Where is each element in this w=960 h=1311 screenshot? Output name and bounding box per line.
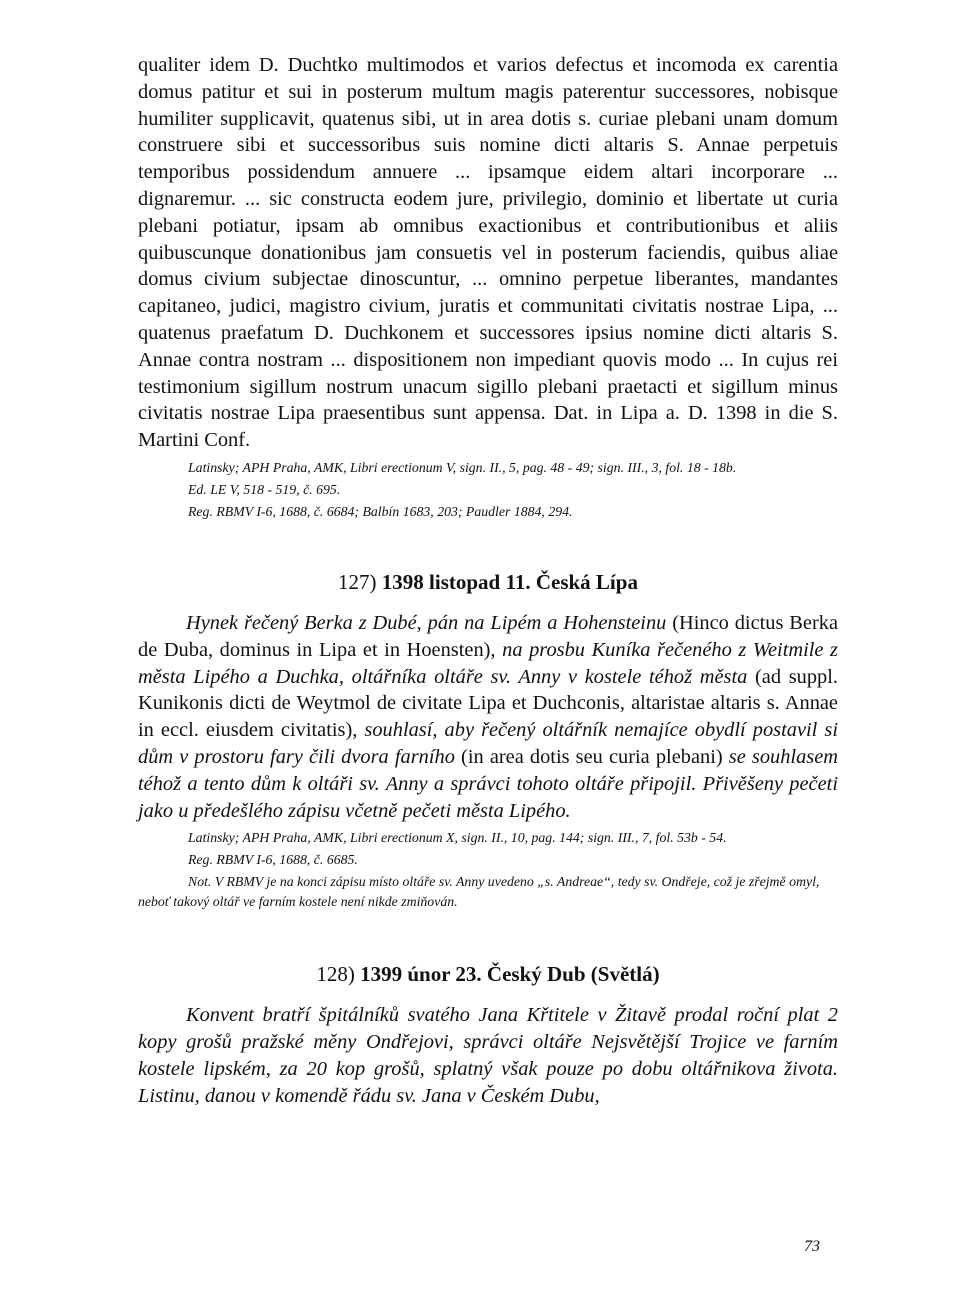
edition-note <box>138 480 838 500</box>
footnote-note-text: Not. V RBMV je na konci zápisu místo oltáře sv. Anny uvedeno „s. Andreae“, tedy sv. Ondřeje, což je zřejmě omyl, neboť takový oltář ve farním kostele není nikde zmiňován. <box>138 874 820 910</box>
entry-number: 127) <box>338 569 377 594</box>
text-czech: souhlasí, aby řečený oltářník nemajíce obydlí postavil si dům v prostoru fary čili dvora farního <box>138 719 838 768</box>
regest-note-text: Reg. RBMV I-6, 1688, č. 6684; Balbín 1683, 203; Paudler 1884, 294. <box>188 503 573 519</box>
entry-heading-128 <box>138 960 838 988</box>
entry-127-paragraph <box>138 610 838 824</box>
entry-128-paragraph <box>138 1002 838 1109</box>
page-number: 73 <box>804 1238 820 1255</box>
edition-note-text: Ed. LE V, 518 - 519, č. 695. <box>188 481 341 497</box>
regest-note-text: Reg. RBMV I-6, 1688, č. 6685. <box>188 852 358 868</box>
source-note-text: Latinsky; APH Praha, AMK, Libri erectionum X, sign. II., 10, pag. 144; sign. III., 7, fol. 53b - 54. <box>188 830 727 846</box>
source-note <box>138 458 838 478</box>
text-czech: Konvent bratří špitálníků svatého Jana Křtitele v Žitavě prodal roční plat 2 kopy grošů pražské měny Ondřejovi, správci oltáře Nejsvětější Trojice ve farním kostele lipském, za 20 kop grošů, splatný však pouze po dobu oltářnikova života. Listinu, danou v komendě řádu sv. Jana v Českém Dubu, <box>138 1004 838 1107</box>
entry-number: 128) <box>316 962 355 987</box>
text-latin: (ad suppl. Kunikonis dicti de Weytmol de civitate Lipa et Duchconis, altaristae altaris s. Annae in eccl. eiusdem civitatis), <box>138 665 839 742</box>
entry-date-place: 1399 únor 23. Český Dub (Světlá) <box>360 962 660 987</box>
regest-note <box>138 502 838 522</box>
text-czech: Hynek řečený Berka z Dubé, pán na Lipém a Hohensteinu <box>186 611 667 634</box>
source-note-text: Latinsky; APH Praha, AMK, Libri erectionum V, sign. II., 5, pag. 48 - 49; sign. III., 3, fol. 18 - 18b. <box>188 459 737 475</box>
source-note <box>138 828 838 848</box>
regest-note <box>138 850 838 870</box>
text-czech: na prosbu Kuníka řečeného z Weitmile z města Lipého a Duchka, oltářníka oltáře sv. Anny v kostele téhož města <box>138 638 838 688</box>
text-czech: se souhlasem téhož a tento dům k oltáři sv. Anny a správci tohoto oltáře připojil. Přivěšeny pečeti jako u předešlého zápisu včetně pečeti města Lipého. <box>138 745 838 822</box>
text-latin: (in area dotis seu curia plebani) <box>454 745 729 768</box>
footnote-note <box>138 872 838 912</box>
continuation-paragraph: qualiter idem D. Duchtko multimodos et varios defectus et incomoda ex carentia domus patitur et sui in posterum multum magis paterentur successores, nobisque humiliter supplicavit, quatenus sibi, ut in area dotis s. curiae plebani unam domum construere sibi et successoribus suis nomine dicti altaris S. Annae perpetuis temporibus possidendum annuere ... ipsamque eidem altari incorporare ... dignaremur. ... sic constructa eodem jure, privilegio, dominio et libertate ut curia plebani potiatur, ipsam ab omnibus exactionibus et contributionibus et aliis quibuscunque donationibus jam consuetis vel in posterum faciendis, quibus aliae domus civium subjectae dinoscuntur, ... omnino perpetue liberantes, mandantes capitaneo, judici, magistro civium, juratis et communitati civitatis nostrae Lipa, ... quatenus praefatum D. Duchkonem et successores ipsius nomine dicti altaris S. Annae contra nostram ... dispositionem non impediant quovis modo ... In cujus rei testimonium sigillum nostrum unacum sigillo plebani praetacti et sigillum minus civitatis nostrae Lipa praesentibus sunt appensa. Dat. in Lipa a. D. 1398 in die S. Martini Conf. <box>138 54 838 452</box>
text-latin: (Hinco dictus Berka de Duba, dominus in Lipa et in Hoensten), <box>138 611 838 661</box>
entry-date-place: 1398 listopad 11. Česká Lípa <box>381 569 638 594</box>
entry-heading-127 <box>138 568 838 596</box>
document-page <box>138 52 838 1110</box>
